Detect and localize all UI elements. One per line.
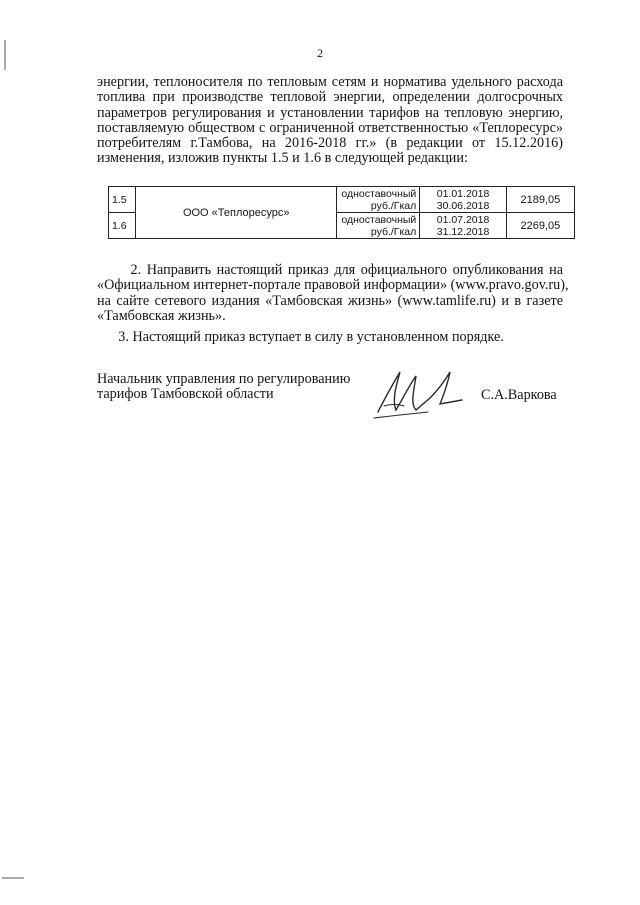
paragraph-1-line: поставляемую обществом с ограниченной ответственностью «Теплоресурс» [97, 119, 563, 136]
row-number: 1.6 [109, 213, 136, 239]
tariff-table [108, 186, 575, 239]
period-cell [420, 187, 507, 213]
paragraph-1-line: топлива при производстве тепловой энергии, определении долгосрочных [97, 89, 563, 106]
signatory-name: С.А.Варкова [481, 387, 557, 403]
signatory-title-line: тарифов Тамбовской области [97, 386, 274, 402]
paragraph-3 [97, 330, 563, 345]
paragraph-2-line: «Тамбовская жизнь». [97, 307, 226, 324]
paragraph-2-line: на сайте сетевого издания «Тамбовская жизнь» (www.tamlife.ru) и в газете [97, 292, 563, 309]
handwritten-signature [370, 360, 470, 430]
page-number: 2 [317, 46, 323, 60]
tariff-value: 2189,05 [506, 187, 574, 213]
paragraph-2-line: «Официальном интернет-портале правовой информации» (www.pravo.gov.ru), [97, 277, 569, 294]
paragraph-1-line: энергии, теплоносителя по тепловым сетям и норматива удельного расхода [97, 74, 563, 90]
margin-mark [2, 40, 8, 70]
signatory-title-line: Начальник управления по регулированию [97, 371, 351, 387]
unit-measure: руб./Гкал [370, 225, 417, 238]
signatory-title [97, 372, 350, 402]
date-from: 01.07.2018 [436, 213, 490, 226]
unit-cell [336, 213, 419, 239]
unit-cell [336, 187, 419, 213]
row-number: 1.5 [109, 187, 136, 213]
paragraph-2 [97, 262, 569, 324]
date-to: 30.06.2018 [436, 199, 490, 212]
tariff-value: 2269,05 [506, 213, 574, 239]
date-to: 31.12.2018 [436, 225, 490, 238]
paragraph-2-line: 2. Направить настоящий приказ для официального опубликования на [97, 262, 563, 278]
paragraph-1-line: параметров регулирования и установлении тарифов на тепловую энергию, [97, 104, 563, 121]
paragraph-1 [97, 75, 563, 167]
paragraph-1-line: потребителям г.Тамбова, на 2016-2018 гг.» (в редакции от 15.12.2016) [97, 135, 563, 152]
date-from: 01.01.2018 [436, 187, 490, 200]
margin-mark [2, 876, 24, 880]
unit-type: одноставочный [341, 213, 417, 226]
unit-type: одноставочный [341, 187, 417, 200]
table-row [109, 187, 575, 213]
organization-cell: ООО «Теплоресурс» [136, 187, 336, 239]
unit-measure: руб./Гкал [370, 199, 417, 212]
paragraph-3-line: 3. Настоящий приказ вступает в силу в установленном порядке. [97, 329, 504, 345]
period-cell [420, 213, 507, 239]
paragraph-1-line: изменения, изложив пункты 1.5 и 1.6 в следующей редакции: [97, 150, 468, 167]
